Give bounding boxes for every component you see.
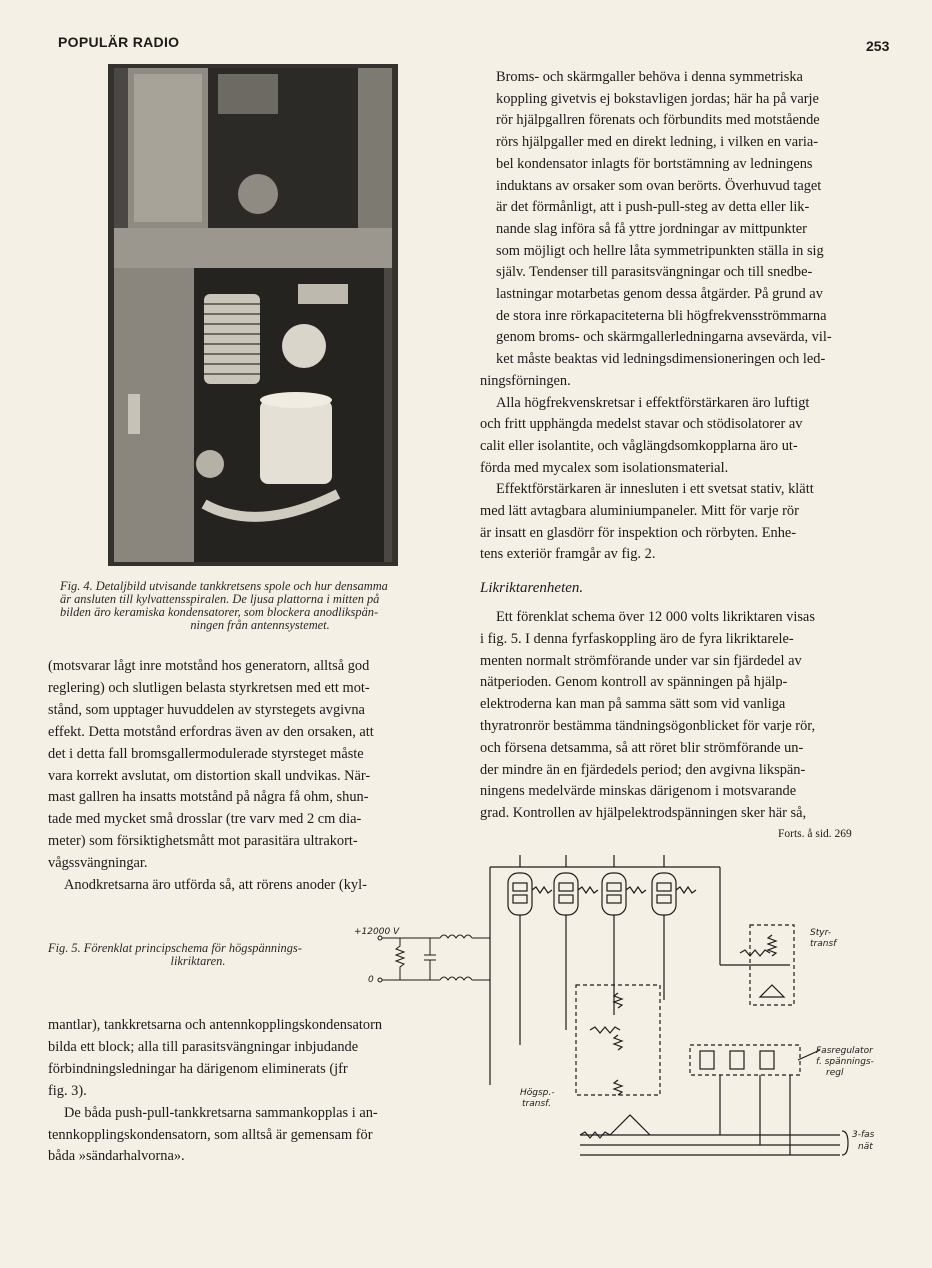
text-line: bilda ett block; alla till parasitsvängningar inbjudande (48, 1038, 359, 1055)
text-line: vara korrekt avslutat, om distortion skall undvikas. När- (48, 767, 371, 784)
text-line: grad. Kontrollen av hjälpelektrodspänningen sker här så, (480, 805, 807, 822)
fasreg-label-2: f. spännings- (816, 1057, 874, 1067)
text-line: koppling givetvis ej bokstavligen jordas; här ha på varje (496, 90, 819, 107)
text-line: thyratronrör bestämma tändningsögonblicket för varje rör, (480, 717, 816, 734)
text-line: rörs hjälpgaller med en direkt ledning, i vilken en varia- (496, 134, 819, 151)
text-line: nande slag införa så få yttre jordningar av mittpunkter (496, 220, 807, 237)
hogsp-label-1: Högsp.- (520, 1088, 555, 1098)
fig5-schematic (480, 845, 890, 1165)
text-line: induktans av orsaker som ovan berörts. Överhuvud taget (496, 177, 822, 194)
text-line: själv. Tendenser till parasitsvängningar och till snedbe- (496, 264, 813, 281)
voltage-label: +12000 V (354, 927, 400, 937)
text-line: i fig. 5. I denna fyrfaskoppling äro de fyra likriktarele- (480, 630, 794, 647)
text-line: meter) som försiktighetsmått mot parasitära ultrakort- (48, 833, 358, 850)
text-line: genom broms- och skärmgallerledningarna avsevärda, vil- (496, 329, 832, 346)
paragraph (480, 607, 890, 825)
text-line: det i detta fall bromsgallermodulerade styrsteget måste (48, 745, 364, 762)
text-line: tade med mycket små drosslar (tre varv med 2 cm dia- (48, 811, 362, 828)
text-line: ket måste beaktas vid ledningsdimensioneringen och led- (496, 351, 826, 368)
text-line: mantlar), tankkretsarna och antennkopplingskondensatorn (48, 1017, 383, 1033)
text-line: är det förmånligt, att i push-pull-steg av detta eller lik- (496, 199, 810, 216)
left-column-text (48, 656, 455, 897)
styr-label: Styr- (810, 928, 832, 938)
paragraph (48, 656, 455, 875)
text-line: nätperioden. Genom kontroll av spänningen på hjälp- (480, 674, 788, 691)
text-line: med lätt avtagbara aluminiumpaneler. Mitt för varje rör (480, 503, 799, 520)
text-line: tens exteriör framgår av fig. 2. (480, 546, 656, 563)
text-line: De båda push-pull-tankkretsarna sammankopplas i an- (64, 1104, 378, 1121)
text-line: Ett förenklat schema över 12 000 volts likriktaren visas (496, 609, 815, 625)
text-line: Broms- och skärmgaller behöva i denna symmetriska (496, 69, 803, 85)
text-line: der mindre än en fjärdedels period; den avgivna likspän- (480, 761, 806, 778)
text-line: tennkopplingskondensatorn, som alltså är gemensam för (48, 1126, 373, 1143)
continued-note: Forts. å sid. 269 (778, 828, 852, 840)
left-column-text-2 (48, 1015, 455, 1168)
3fas-label-2: nät (858, 1142, 873, 1152)
fasreg-label-3: regl (826, 1068, 844, 1078)
text-line: stånd, som upptager huvuddelen av styrstegets avgivna (48, 701, 365, 718)
text-line: bel kondensator inlagts för bortstämning av ledningens (496, 155, 813, 172)
text-line: och försena detsamma, så att röret blir strömförande un- (480, 739, 804, 756)
text-line: som möjligt och hellre låta symmetripunkten ställa in sig (496, 242, 824, 259)
fig4-caption-line: ningen från antennsystemet. (190, 618, 330, 632)
text-line: ningsförningen. (480, 372, 571, 389)
rectifier-tube (652, 855, 676, 915)
fasreg-label-1: Fasregulator (816, 1046, 873, 1056)
text-line: de stora inre rörkapaciteterna bli högfrekvensströmmarna (496, 307, 827, 324)
text-line: elektroderna kan man på samma sätt som vid vanliga (480, 696, 786, 713)
zero-label: 0 (368, 975, 374, 985)
text-line: är insatt en glasdörr för inspektion och rörbyten. Enhe- (480, 524, 797, 541)
text-line: mast gallren ha insatts motstånd på några få ohm, shun- (48, 789, 369, 806)
text-line: menten normalt strömförande under var sin fjärdedel av (480, 652, 802, 669)
rectifier-tube (602, 855, 626, 915)
text-line: förda med mycalex som isolationsmaterial. (480, 459, 729, 476)
paragraph (48, 1015, 455, 1103)
paragraph (480, 67, 890, 393)
fig4-caption-line: bilden äro keramiska kondensatorer, som blockera anodlikspän- (60, 605, 379, 619)
right-column-text (480, 67, 890, 566)
fig5-caption-line: Fig. 5. Förenklat principschema för högspännings- (48, 941, 302, 955)
text-line: fig. 3). (48, 1082, 87, 1099)
text-line: Anodkretsarna äro utförda så, att rörens anoder (kyl- (64, 877, 367, 894)
3fas-label-1: 3-fas (852, 1130, 875, 1140)
text-line: och fritt upphängda medelst stavar och stödisolatorer av (480, 416, 803, 433)
text-line: effekt. Detta motstånd erfordras även av den orsaken, att (48, 723, 374, 740)
fig4-caption-line: är ansluten till kylvattensspiralen. De ljusa plattorna i mitten på (60, 592, 380, 606)
transf-label: transf (810, 939, 837, 949)
text-line: Alla högfrekvenskretsar i effektförstärkaren äro luftigt (496, 394, 810, 411)
page-number: 253 (866, 38, 890, 54)
text-line: båda »sändarhalvorna». (48, 1148, 185, 1165)
text-line: rör hjälpgallren förenats och förbundits med motstående (496, 112, 820, 129)
hogsp-label-2: transf. (522, 1099, 552, 1109)
fig4-photograph (108, 64, 398, 566)
subheading: Likriktarenheten. (480, 580, 584, 596)
text-line: Effektförstärkaren är innesluten i ett svetsat stativ, klätt (496, 481, 814, 498)
text-line: förbindningsledningar ha därigenom eliminerats (jfr (48, 1060, 348, 1077)
text-line: lastningar motarbetas genom dessa åtgärder. På grund av (496, 286, 823, 303)
fig4-caption-line: Fig. 4. Detaljbild utvisande tankkretsens spole och hur densamma (60, 579, 388, 593)
text-line: reglering) och slutligen belasta styrkretsen med ett mot- (48, 679, 370, 696)
magazine-title: POPULÄR RADIO (58, 34, 180, 50)
paragraph (48, 875, 455, 897)
text-line: ningens medelvärde minskas därigenom i motsvarande (480, 783, 797, 800)
paragraph (480, 479, 890, 566)
rectifier-tube (554, 855, 578, 915)
paragraph (480, 393, 890, 480)
text-line: (motsvarar lågt inre motstånd hos generatorn, alltså god (48, 658, 370, 674)
rectifier-tube (508, 855, 532, 915)
text-line: vågssvängningar. (48, 855, 148, 872)
right-column-text-2 (480, 607, 890, 825)
fig4-caption (60, 580, 460, 632)
fig5-caption (48, 942, 348, 968)
paragraph (48, 1103, 455, 1169)
text-line: calit eller isolantite, och våglängdsomkopplarna äro ut- (480, 437, 798, 454)
fig5-output-filter (340, 910, 500, 990)
fig5-caption-line: likriktaren. (170, 954, 226, 968)
